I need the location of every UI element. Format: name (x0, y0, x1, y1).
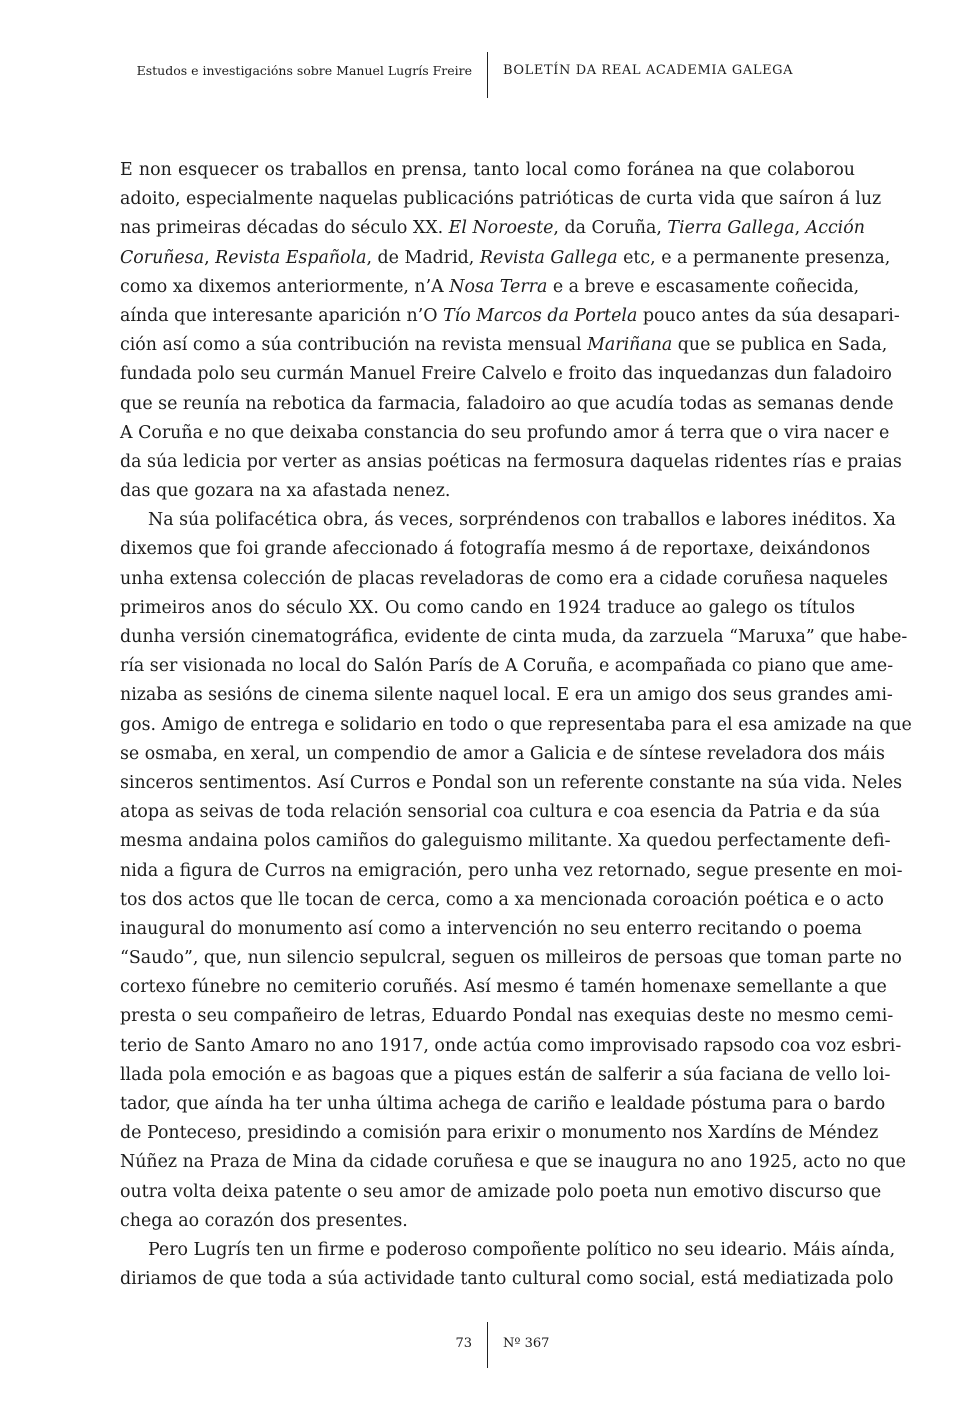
text-line: de Ponteceso, presidindo a comisión para erixir o monumento nos Xardíns de Méndez (120, 1123, 879, 1144)
text-line: atopa as seivas de toda relación sensorial coa cultura e coa esencia da Patria e da súa (120, 802, 880, 823)
text-line: adoito, especialmente naquelas publicacións patrióticas de curta vida que saíron á luz (120, 189, 882, 210)
text-line: unha extensa colección de placas reveladoras de como era a cidade coruñesa naqueles (120, 568, 888, 589)
text-line: como xa dixemos anteriormente, n’A Nosa Terra e a breve e escasamente coñecida, (120, 276, 860, 297)
text-line: chega ao corazón dos presentes. (120, 1210, 408, 1231)
text-line: presta o seu compañeiro de letras, Eduardo Pondal nas exequias deste no mesmo cemi- (120, 1006, 894, 1027)
text-line: primeiros anos do século XX. Ou como cando en 1924 traduce ao galego os títulos (120, 597, 855, 618)
text-line: fundada polo seu curmán Manuel Freire Calvelo e froito das inquedanzas dun faladoiro (120, 364, 892, 385)
italic-title: Coruñesa (120, 247, 205, 268)
italic-title: Revista Española (215, 247, 367, 268)
italic-title: Revista Gallega (479, 247, 618, 268)
text-line: nas primeiras décadas do século XX. El Noroeste, da Coruña, Tierra Gallega, Acción (120, 218, 865, 239)
text-line: Na súa polifacética obra, ás veces, sorpréndenos con traballos e labores inéditos. Xa (148, 510, 896, 531)
running-header-journal: BOLETÍN DA REAL ACADEMIA GALEGA (503, 63, 794, 78)
text-line: nizaba as sesións de cinema silente naquel local. E era un amigo dos seus grandes ami- (120, 685, 893, 706)
issue-number: Nº 367 (503, 1336, 550, 1351)
running-header-title: Estudos e investigacións sobre Manuel Lugrís Freire (136, 63, 472, 78)
text-line: mesma andaina polos camiños do galeguismo militante. Xa quedou perfectamente defi- (120, 831, 891, 852)
text-line: dunha versión cinematográfica, evidente de cinta muda, da zarzuela “Maruxa” que habe- (120, 627, 908, 647)
text-line: que se reunía na rebotica da farmacia, faladoiro ao que acudía todas as semanas dende (120, 393, 894, 414)
text-line: tador, que aínda ha ter unha última achega de cariño e lealdade póstuma para o bardo (120, 1094, 886, 1114)
italic-title: El Noroeste (448, 218, 554, 239)
text-line: “Saudo”, que, nun silencio sepulcral, seguen os milleiros de persoas que toman parte no (120, 948, 902, 969)
text-line: gos. Amigo de entrega e solidario en todo o que representaba para el esa amizade na que (120, 714, 912, 735)
text-line: Pero Lugrís ten un firme e poderoso compoñente político no seu ideario. Máis aínda, (148, 1239, 896, 1260)
text-line: llada pola emoción e as bagoas que a piques están de salferir a súa faciana de vello loi- (120, 1064, 891, 1085)
text-line: ción así como a súa contribución na revista mensual Mariñana que se publica en Sada, (120, 335, 888, 356)
text-line: E non esquecer os traballos en prensa, tanto local como foránea na que colaborou (120, 160, 855, 180)
italic-title: Acción (805, 218, 865, 239)
italic-title: Tío Marcos da Portela (443, 305, 638, 326)
text-line: inaugural do monumento así como a intervención no seu enterro recitando o poema (120, 918, 862, 939)
text-line: se osmaba, en xeral, un compendio de amor a Galicia e de síntese reveladora dos máis (120, 743, 885, 764)
text-line: nida a figura de Curros na emigración, pero unha vez retornado, segue presente en moi- (120, 860, 903, 881)
text-line: diriamos de que toda a súa actividade tanto cultural como social, está mediatizada polo (120, 1269, 894, 1290)
text-line: aínda que interesante aparición n’O Tío Marcos da Portela pouco antes da súa desapari- (120, 305, 900, 326)
text-line: cortexo fúnebre no cemiterio coruñés. Así mesmo é tamén homenaxe semellante a que (120, 977, 887, 998)
text-line: terio de Santo Amaro no ano 1917, onde actúa como improvisado rapsodo coa voz esbri- (120, 1035, 902, 1056)
text-line: das que gozara na xa afastada nenez. (120, 481, 451, 502)
text-line: sinceros sentimentos. Así Curros e Pondal son un referente constante na súa vida. Neles (120, 772, 903, 793)
text-line: tos dos actos que lle tocan de cerca, como a xa mencionada coroación poética e o acto (120, 889, 884, 910)
text-line: da súa ledicia por verter as ansias poéticas na fermosura daquelas ridentes rías e praias (120, 451, 902, 472)
header-divider (487, 52, 488, 98)
text-line: ría ser visionada no local do Salón París de A Coruña, e acompañada co piano que ame- (120, 656, 894, 677)
italic-title: Tierra Gallega (667, 218, 795, 239)
article-body (120, 156, 912, 1294)
footer-divider (487, 1322, 488, 1368)
text-line: Coruñesa, Revista Española, de Madrid, Revista Gallega etc, e a permanente presenza, (120, 247, 891, 268)
text-line: Núñez na Praza de Mina da cidade coruñesa e que se inaugura no ano 1925, acto no que (120, 1152, 906, 1173)
text-line: dixemos que foi grande afeccionado á fotografía mesmo á de reportaxe, deixándonos (120, 539, 871, 560)
page-number: 73 (455, 1336, 472, 1351)
text-line: A Coruña e no que deixaba constancia do seu profundo amor á terra que o vira nacer e (120, 422, 890, 443)
text-line: outra volta deixa patente o seu amor de amizade polo poeta nun emotivo discurso que (120, 1181, 882, 1202)
italic-title: Mariñana (587, 335, 673, 356)
italic-title: Nosa Terra (449, 276, 548, 297)
